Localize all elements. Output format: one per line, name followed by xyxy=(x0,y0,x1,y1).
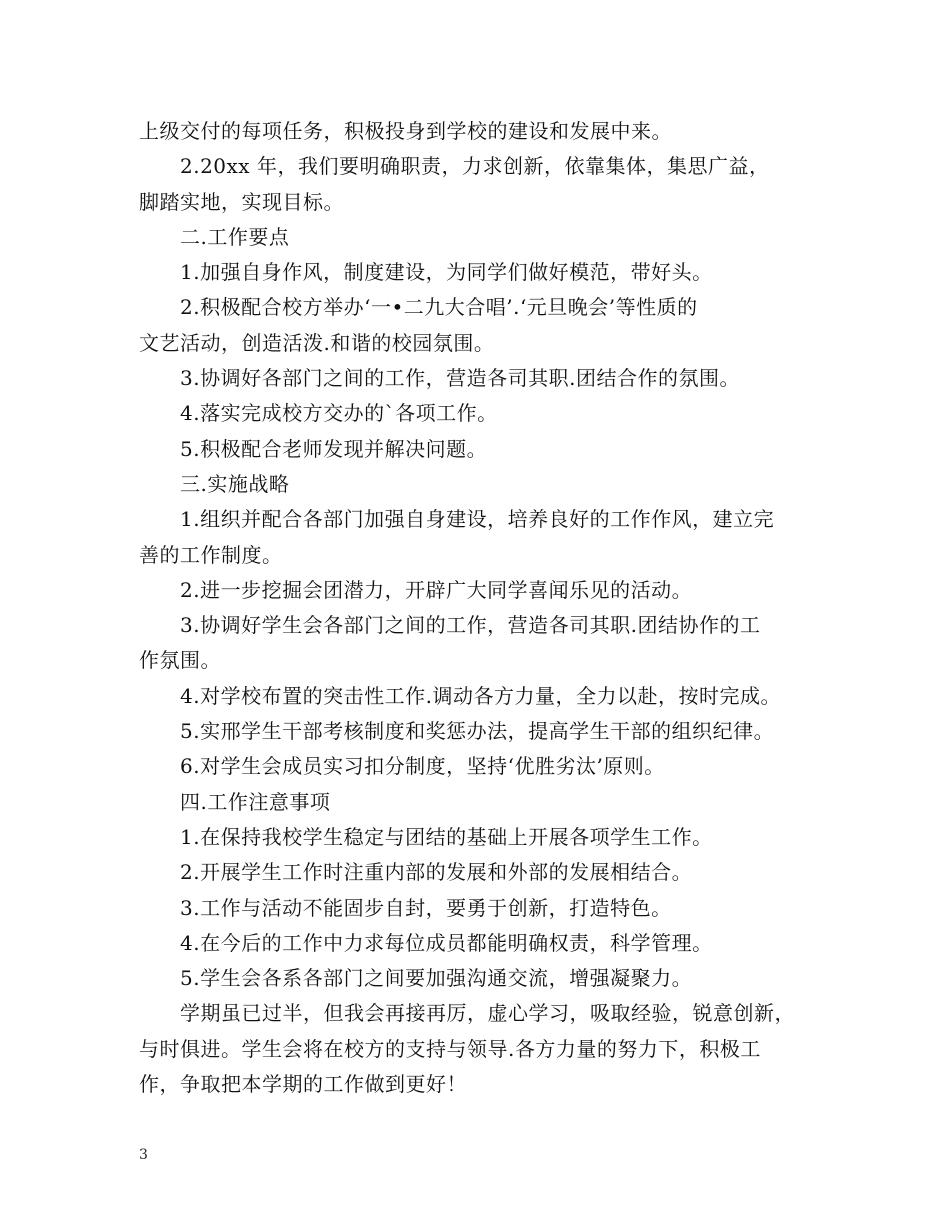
page-number: 3 xyxy=(139,1147,148,1163)
text-line: 四.工作注意事项 xyxy=(180,789,331,814)
text-line: 2.积极配合校方举办‘一•二九大合唱’.‘元旦晚会’等性质的 xyxy=(180,295,698,320)
text-line: 作氛围。 xyxy=(139,648,221,673)
text-line: 与时俱进。学生会将在校方的支持与领导.各方力量的努力下，积极工 xyxy=(139,1036,761,1061)
text-line: 2.20xx 年，我们要明确职责，力求创新，依靠集体，集思广益， xyxy=(180,154,770,179)
text-line: 二.工作要点 xyxy=(180,224,290,249)
text-line: 6.对学生会成员实习扣分制度，坚持‘优胜劣汰’原则。 xyxy=(180,754,665,779)
text-line: 5.积极配合老师发现并解决问题。 xyxy=(180,436,488,461)
text-line: 2.进一步挖掘会团潜力，开辟广大同学喜闻乐见的活动。 xyxy=(180,577,693,602)
text-line: 1.组织并配合各部门加强自身建设，培养良好的工作作风，建立完 xyxy=(180,507,775,532)
text-line: 脚踏实地，实现目标。 xyxy=(139,189,344,214)
text-line: 善的工作制度。 xyxy=(139,542,283,567)
text-line: 文艺活动，创造活泼.和谐的校园氛围。 xyxy=(139,330,495,355)
text-line: 3.工作与活动不能固步自封，要勇于创新，打造特色。 xyxy=(180,895,672,920)
text-line: 1.在保持我校学生稳定与团结的基础上开展各项学生工作。 xyxy=(180,824,713,849)
text-line: 2.开展学生工作时注重内部的发展和外部的发展相结合。 xyxy=(180,860,693,885)
text-line: 三.实施战略 xyxy=(180,471,290,496)
text-line: 3.协调好学生会各部门之间的工作，营造各司其职.团结协作的工 xyxy=(180,613,761,638)
text-line: 4.对学校布置的突击性工作.调动各方力量，全力以赴，按时完成。 xyxy=(180,683,781,708)
text-line: 3.协调好各部门之间的工作，营造各司其职.团结合作的氛围。 xyxy=(180,366,740,391)
text-line: 作，争取把本学期的工作做到更好！ xyxy=(139,1072,467,1097)
text-line: 5.学生会各系各部门之间要加强沟通交流，增强凝聚力。 xyxy=(180,966,693,991)
text-line: 4.落实完成校方交办的`各项工作。 xyxy=(180,401,498,426)
text-line: 1.加强自身作风，制度建设，为同学们做好模范，带好头。 xyxy=(180,260,713,285)
text-line: 5.实邢学生干部考核制度和奖惩办法，提高学生干部的组织纪律。 xyxy=(180,719,775,744)
text-line: 4.在今后的工作中力求每位成员都能明确权责，科学管理。 xyxy=(180,930,713,955)
text-line: 上级交付的每项任务，积极投身到学校的建设和发展中来。 xyxy=(139,119,672,143)
text-line: 学期虽已过半，但我会再接再厉，虚心学习，吸取经验，锐意创新， xyxy=(180,1001,795,1026)
document-body xyxy=(139,114,829,1102)
